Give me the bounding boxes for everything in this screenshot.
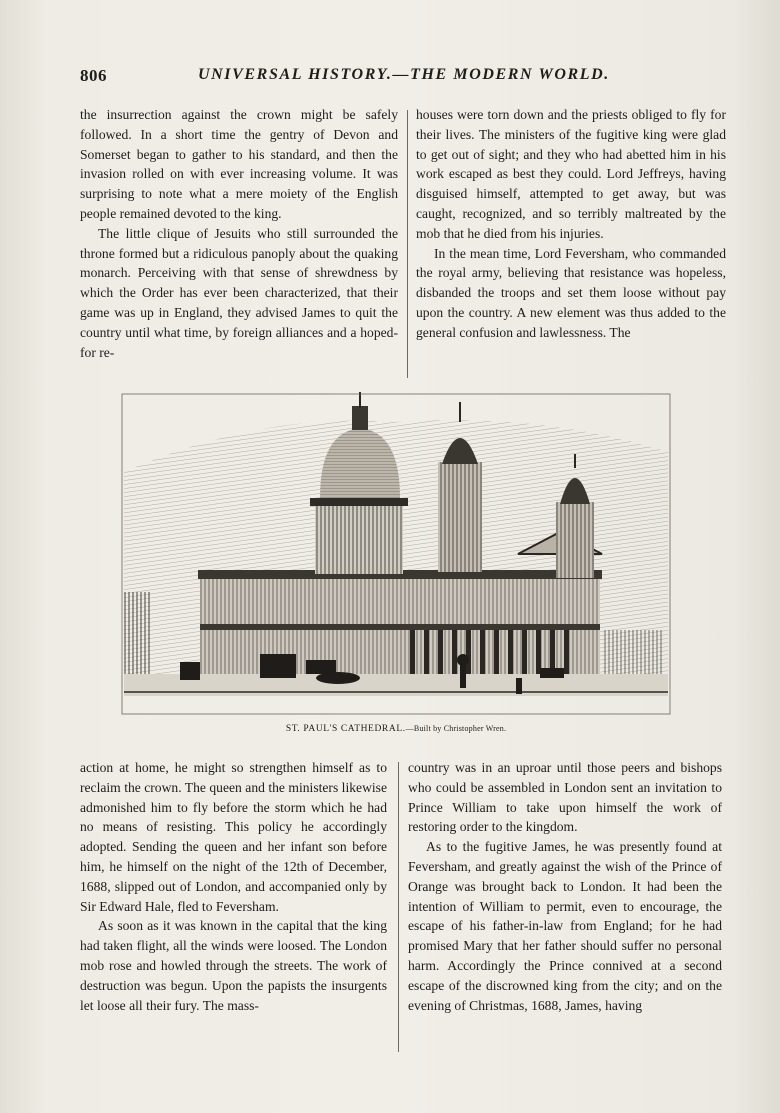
text-column-top-left: [80, 105, 398, 362]
paragraph: As soon as it was known in the capital that the king had taken flight, all the winds were loosed. The London mob rose and howled through the streets. The work of destruction was begun. Upon the papists the insurgents let loose all their fury. The mass-: [80, 918, 387, 1013]
illustration-caption: [120, 724, 672, 734]
st-pauls-cathedral-engraving: [120, 392, 672, 716]
text-column-bottom-left: [80, 758, 387, 1015]
paragraph: In the mean time, Lord Feversham, who commanded the royal army, believing that resistance was hopeless, disbanded the troops and set them loose without pay upon the country. A new element was thus added to the general confusion and lawlessness. The: [416, 245, 726, 340]
column-divider: [407, 110, 408, 378]
text-column-bottom-right: [408, 758, 722, 1015]
paragraph: the insurrection against the crown might be safely followed. In a short time the gentry of Devon and Somerset began to gather to his standard, and then the invasion rolled on with ever increasing volume. It was surprising to note what a mere moiety of the English people remained devoted to the king.: [80, 107, 398, 221]
paragraph: houses were torn down and the priests obliged to fly for their lives. The ministers of the fugitive king were glad to get out of sight; and they who had abetted him in his work escaped as best they could. Lord Jeffreys, having disguised himself, attempted to get away, but was caught, recognized, and so terribly maltreated by the mob that he died from his injuries.: [416, 107, 726, 241]
caption-title: ST. PAUL'S CATHEDRAL.: [285, 724, 406, 734]
caption-credit: —Built by Christopher Wren.: [405, 724, 507, 733]
column-divider: [398, 762, 399, 1052]
running-title: UNIVERSAL HISTORY.—THE MODERN WORLD.: [198, 66, 610, 83]
text-column-top-right: [416, 105, 726, 343]
paragraph: As to the fugitive James, he was presently found at Feversham, and greatly against the wish of the Prince of Orange was brought back to London. It had been the intention of William to permit, even to encourage, the escape of his father-in-law from England; for he had promised Mary that her father should suffer no personal harm. Accordingly the Prince connived at a second escape of the discrowned king from the city; and on the evening of Christmas, 1688, James, having: [408, 839, 722, 1013]
paragraph: The little clique of Jesuits who still surrounded the throne formed but a ridiculous panoply about the quaking monarch. Perceiving with that sense of shrewdness by which the Order has ever been characterized, that their game was up in England, they advised James to quit the country until what time, by foreign alliances and a hoped-for re-: [80, 225, 398, 360]
page-number: 806: [80, 66, 107, 85]
paragraph: country was in an uproar until those peers and bishops who could be assembled in London sent an invitation to Prince William to take upon himself the work of restoring order to the kingdom.: [408, 760, 722, 835]
running-head: [80, 64, 720, 90]
paragraph: action at home, he might so strengthen himself as to reclaim the crown. The queen and the ministers likewise admonished him to fly before the storm which he had no means of resisting. This policy he accordingly adopted. Sending the queen and her infant son before him, he himself on the night of the 12th of December, 1688, slipped out of London, and accompanied only by Sir Edward Hale, fled to Feversham.: [80, 760, 387, 914]
